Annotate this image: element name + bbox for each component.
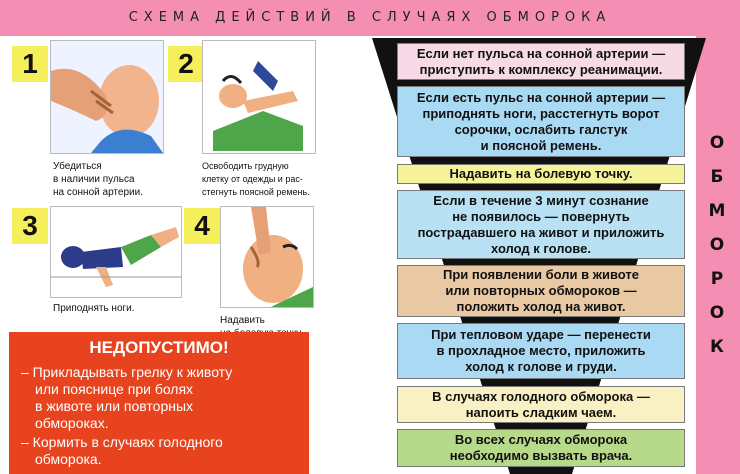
warning-line: – Кормить в случаях голодного [21,434,223,450]
warning-line: – Прикладывать грелку к животу [21,364,233,380]
flow-line: положить холод на живот. [456,299,626,314]
flow-line: Надавить на болевую точку. [449,166,633,181]
flow-line: сорочки, ослабить галстук [454,121,628,137]
caption-line: Приподнять ноги. [53,303,135,314]
flow-line: Если есть пульс на сонной артерии — [416,89,666,105]
flow-box-6 [397,323,685,379]
flow-line: пострадавшего на живот и приложить [417,224,665,240]
flow-box-4 [397,190,685,259]
flow-text [443,267,639,315]
flow-box-3 [397,164,685,184]
flow-line: холод к голове. [491,240,591,256]
caption-line: на сонной артерии. [53,187,143,198]
flow-line: Если нет пульса на сонной артерии — [416,45,666,61]
flow-text [431,327,651,375]
side-letter: Б [710,167,724,187]
flow-text [417,90,665,154]
flow-line: При тепловом ударе — перенести [431,327,651,342]
flow-line: Во всех случаях обморока [454,432,628,447]
flow-text [418,193,665,257]
flow-line: необходимо вызвать врача. [449,448,633,463]
page-title: СХЕМА ДЕЙСТВИЙ В СЛУЧАЯХ ОБМОРОКА [128,10,612,25]
flow-line: не появилось — повернуть [452,208,630,224]
flow-line: и поясной ремень. [480,137,602,153]
caption-line: Надавить [220,315,265,326]
flow-box-1 [397,43,685,80]
warning-title: НЕДОПУСТИМО! [89,338,229,357]
side-letter: О [709,303,725,323]
warning-line: обмороках. [35,415,109,431]
warning-line: в животе или повторных [35,398,194,414]
flow-text [450,166,633,182]
flow-text [432,389,650,421]
side-letter: О [709,235,725,255]
side-letter: К [710,337,724,357]
caption-line: в наличии пульса [53,174,135,185]
caption-line: стегнуть поясной ремень. [202,187,310,197]
flow-text [450,432,632,464]
flow-line: холод к голове и груди. [465,359,617,374]
side-letter: Р [710,269,724,289]
flow-box-2 [397,86,685,157]
flow-line: Если в течение 3 минут сознание [433,192,649,208]
step-2-number: 2 [168,46,204,82]
flow-box-8 [397,429,685,467]
flow-line: приподнять ноги, расстегнуть ворот [422,105,660,121]
warning-line: или пояснице при болях [35,381,194,397]
flow-line: приступить к комплексу реанимации. [419,61,663,77]
flow-box-5 [397,265,685,317]
caption-line: Убедиться [53,161,102,172]
warning-line: обморока. [35,451,102,467]
flow-line: При появлении боли в животе [442,267,640,282]
flow-line: или повторных обмороков — [445,283,637,298]
caption-line: Освободить грудную [202,161,289,171]
flow-line: в прохладное место, приложить [436,343,646,358]
step-4-number: 4 [184,208,220,244]
flow-box-7 [397,386,685,423]
flow-line: напоить сладким чаем. [465,404,617,420]
step-3-number: 3 [12,208,48,244]
flow-line: В случаях голодного обморока — [432,388,650,404]
side-letter: О [709,133,725,153]
side-letter: М [708,201,726,221]
flow-text [417,46,665,78]
step-1-number: 1 [12,46,48,82]
caption-line: клетку от одежды и рас- [202,174,303,184]
